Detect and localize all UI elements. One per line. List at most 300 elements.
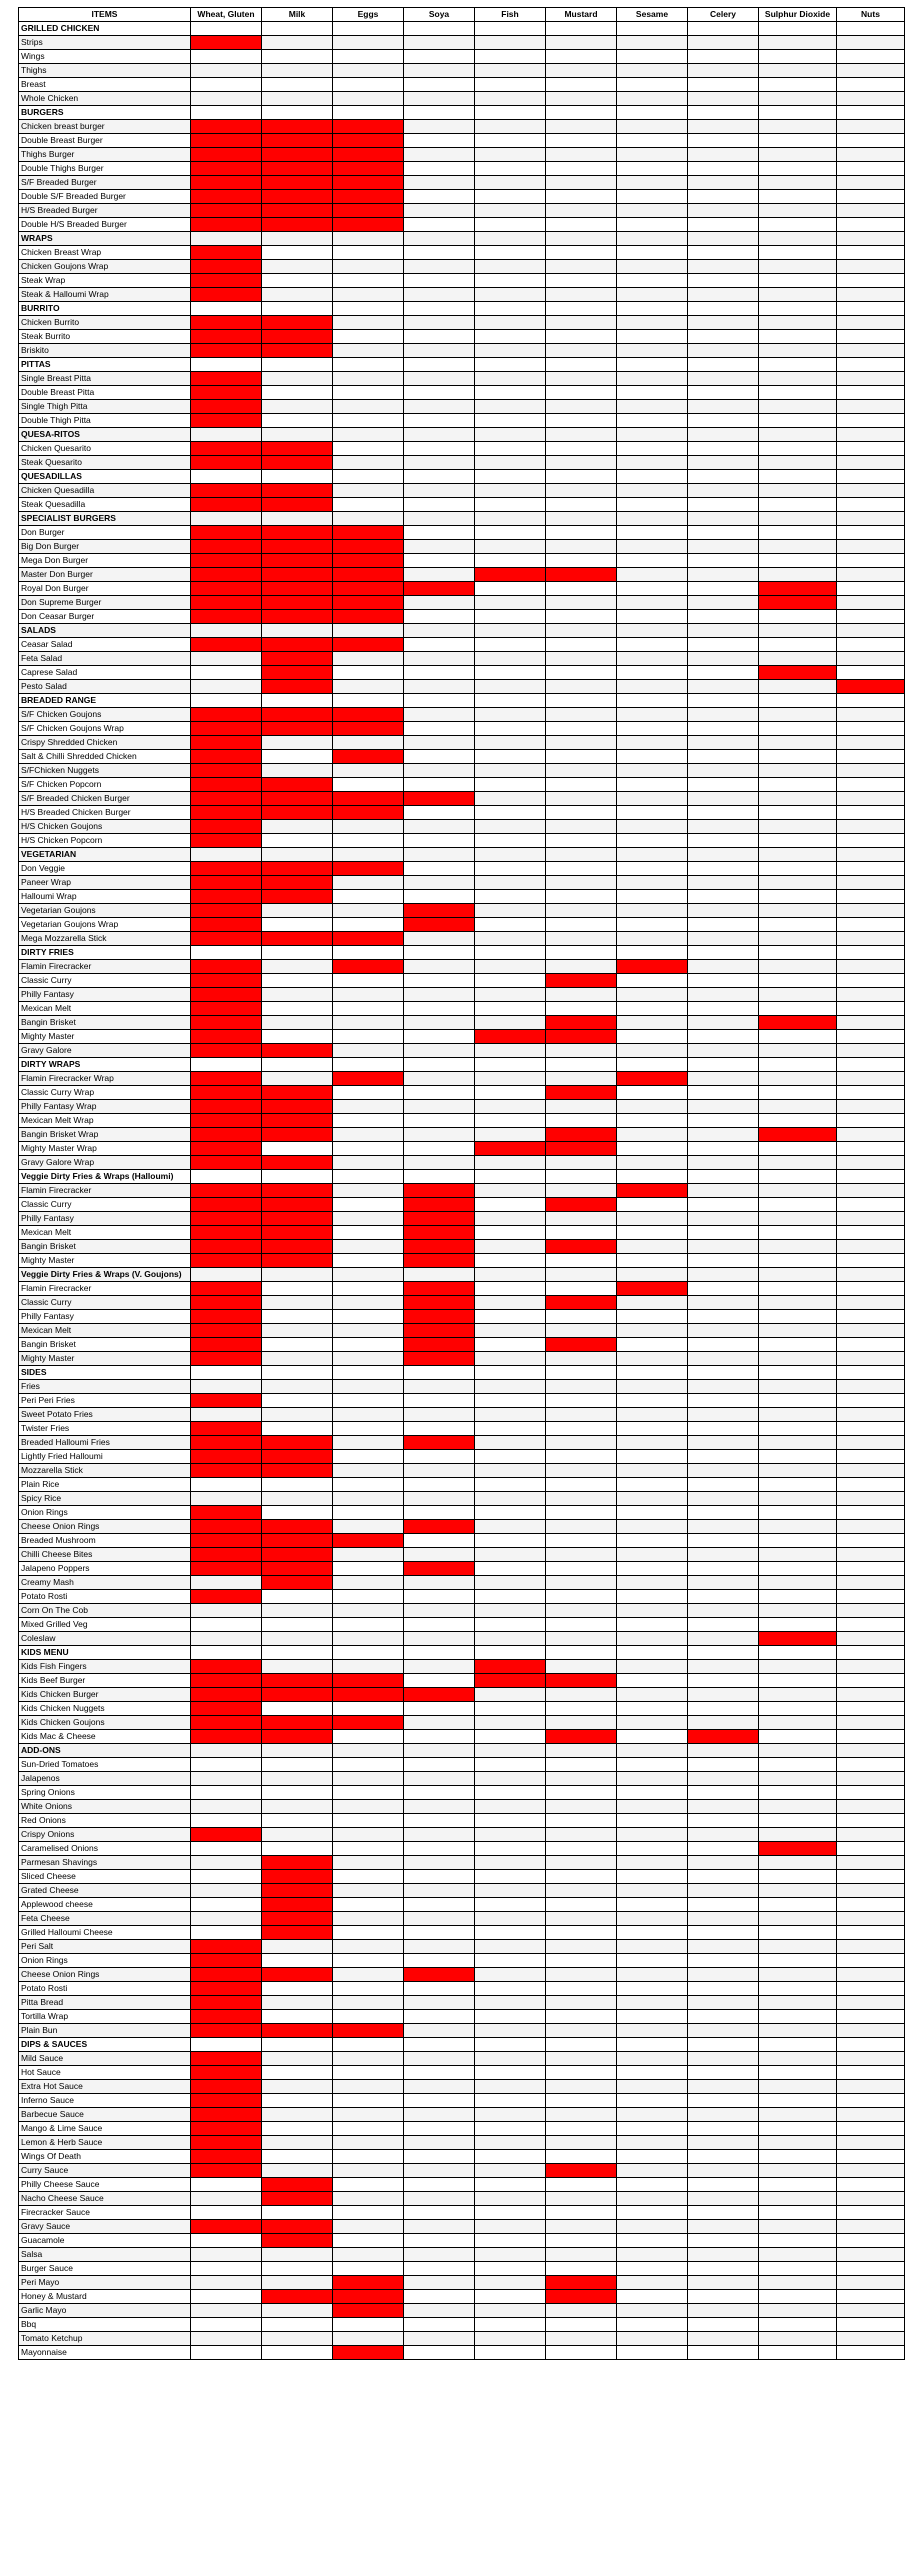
allergen-cell xyxy=(837,960,905,974)
allergen-cell xyxy=(333,428,404,442)
allergen-cell xyxy=(546,386,617,400)
allergen-present-cell xyxy=(262,526,333,540)
allergen-present-cell xyxy=(191,1394,262,1408)
allergen-cell xyxy=(475,2038,546,2052)
allergen-cell xyxy=(837,1758,905,1772)
allergen-cell xyxy=(688,2206,759,2220)
allergen-cell xyxy=(404,2108,475,2122)
allergen-present-cell xyxy=(191,134,262,148)
allergen-cell xyxy=(404,386,475,400)
item-name: S/F Breaded Burger xyxy=(19,176,191,190)
allergen-cell xyxy=(546,2108,617,2122)
allergen-cell xyxy=(404,2080,475,2094)
item-row xyxy=(19,1408,905,1422)
allergen-present-cell xyxy=(546,2290,617,2304)
allergen-cell xyxy=(837,148,905,162)
allergen-cell xyxy=(617,1940,688,1954)
item-name: Garlic Mayo xyxy=(19,2304,191,2318)
allergen-present-cell xyxy=(262,2234,333,2248)
allergen-cell xyxy=(546,344,617,358)
allergen-cell xyxy=(475,2304,546,2318)
item-row xyxy=(19,890,905,904)
allergen-cell xyxy=(333,1464,404,1478)
allergen-present-cell xyxy=(262,204,333,218)
allergen-cell xyxy=(546,1380,617,1394)
allergen-cell xyxy=(759,442,837,456)
allergen-present-cell xyxy=(333,120,404,134)
allergen-cell xyxy=(837,2150,905,2164)
allergen-cell xyxy=(262,1310,333,1324)
allergen-cell xyxy=(759,652,837,666)
item-row xyxy=(19,708,905,722)
allergen-cell xyxy=(617,624,688,638)
allergen-cell xyxy=(617,78,688,92)
allergen-cell xyxy=(546,1408,617,1422)
item-name: Grilled Halloumi Cheese xyxy=(19,1926,191,1940)
item-name: Caramelised Onions xyxy=(19,1842,191,1856)
item-name: Wings Of Death xyxy=(19,2150,191,2164)
allergen-cell xyxy=(546,2010,617,2024)
item-name: Mighty Master Wrap xyxy=(19,1142,191,1156)
allergen-cell xyxy=(617,1926,688,1940)
item-row xyxy=(19,820,905,834)
allergen-cell xyxy=(262,2332,333,2346)
allergen-cell xyxy=(404,862,475,876)
allergen-cell xyxy=(617,652,688,666)
allergen-cell xyxy=(404,1002,475,1016)
allergen-present-cell xyxy=(191,2122,262,2136)
allergen-cell xyxy=(837,2262,905,2276)
item-row xyxy=(19,932,905,946)
allergen-cell xyxy=(475,1982,546,1996)
allergen-cell xyxy=(688,1086,759,1100)
allergen-cell xyxy=(688,610,759,624)
allergen-cell xyxy=(404,2206,475,2220)
item-row xyxy=(19,1814,905,1828)
allergen-cell xyxy=(404,1394,475,1408)
allergen-cell xyxy=(404,624,475,638)
allergen-cell xyxy=(688,526,759,540)
allergen-cell xyxy=(617,1758,688,1772)
allergen-cell xyxy=(404,1408,475,1422)
allergen-cell xyxy=(837,246,905,260)
item-row xyxy=(19,2024,905,2038)
allergen-cell xyxy=(617,2192,688,2206)
allergen-cell xyxy=(333,302,404,316)
allergen-cell xyxy=(333,624,404,638)
allergen-cell xyxy=(688,806,759,820)
allergen-cell xyxy=(837,2332,905,2346)
allergen-cell xyxy=(262,2206,333,2220)
allergen-cell xyxy=(617,1884,688,1898)
allergen-cell xyxy=(759,1156,837,1170)
item-row xyxy=(19,554,905,568)
allergen-present-cell xyxy=(262,1184,333,1198)
item-name: H/S Breaded Burger xyxy=(19,204,191,218)
allergen-cell xyxy=(617,1996,688,2010)
allergen-cell xyxy=(546,1954,617,1968)
allergen-cell xyxy=(475,78,546,92)
allergen-cell xyxy=(837,1926,905,1940)
allergen-cell xyxy=(688,1352,759,1366)
allergen-cell xyxy=(262,2080,333,2094)
item-row xyxy=(19,1674,905,1688)
allergen-cell xyxy=(688,1422,759,1436)
allergen-cell xyxy=(837,316,905,330)
allergen-cell xyxy=(546,1800,617,1814)
item-row xyxy=(19,904,905,918)
item-name: Kids Beef Burger xyxy=(19,1674,191,1688)
allergen-cell xyxy=(688,1128,759,1142)
section-row xyxy=(19,512,905,526)
item-row xyxy=(19,2192,905,2206)
allergen-cell xyxy=(759,1576,837,1590)
allergen-cell xyxy=(191,2276,262,2290)
allergen-cell xyxy=(837,2192,905,2206)
allergen-cell xyxy=(837,918,905,932)
allergen-cell xyxy=(546,2318,617,2332)
allergen-cell xyxy=(262,288,333,302)
item-row xyxy=(19,736,905,750)
allergen-cell xyxy=(191,2332,262,2346)
allergen-cell xyxy=(837,750,905,764)
allergen-cell xyxy=(333,64,404,78)
allergen-rows xyxy=(19,22,905,2360)
allergen-cell xyxy=(404,1128,475,1142)
allergen-cell xyxy=(404,232,475,246)
allergen-cell xyxy=(837,540,905,554)
allergen-cell xyxy=(837,1030,905,1044)
item-name: Jalapenos xyxy=(19,1772,191,1786)
allergen-cell xyxy=(333,1422,404,1436)
allergen-cell xyxy=(837,1072,905,1086)
allergen-cell xyxy=(333,106,404,120)
allergen-cell xyxy=(262,736,333,750)
allergen-cell xyxy=(759,638,837,652)
allergen-present-cell xyxy=(404,1436,475,1450)
allergen-cell xyxy=(475,1282,546,1296)
allergen-cell xyxy=(191,2290,262,2304)
allergen-cell xyxy=(688,1324,759,1338)
allergen-cell xyxy=(837,1128,905,1142)
allergen-present-cell xyxy=(191,1198,262,1212)
allergen-cell xyxy=(333,2094,404,2108)
allergen-cell xyxy=(617,22,688,36)
item-row xyxy=(19,1898,905,1912)
allergen-cell xyxy=(546,806,617,820)
allergen-cell xyxy=(837,414,905,428)
allergen-cell xyxy=(617,1408,688,1422)
allergen-cell xyxy=(617,974,688,988)
allergen-cell xyxy=(546,204,617,218)
item-row xyxy=(19,1562,905,1576)
allergen-cell xyxy=(546,78,617,92)
allergen-cell xyxy=(262,2164,333,2178)
allergen-cell xyxy=(837,260,905,274)
allergen-cell xyxy=(333,1240,404,1254)
item-name: Mayonnaise xyxy=(19,2346,191,2360)
allergen-cell xyxy=(262,2262,333,2276)
item-row xyxy=(19,750,905,764)
allergen-cell xyxy=(404,2290,475,2304)
allergen-cell xyxy=(688,2108,759,2122)
allergen-cell xyxy=(404,1030,475,1044)
allergen-cell xyxy=(688,246,759,260)
allergen-cell xyxy=(475,1870,546,1884)
allergen-cell xyxy=(333,1562,404,1576)
allergen-present-cell xyxy=(475,1142,546,1156)
allergen-present-cell xyxy=(191,120,262,134)
allergen-cell xyxy=(191,2234,262,2248)
allergen-cell xyxy=(475,1016,546,1030)
item-row xyxy=(19,1520,905,1534)
allergen-cell xyxy=(404,890,475,904)
allergen-present-cell xyxy=(191,2220,262,2234)
allergen-present-cell xyxy=(191,498,262,512)
allergen-cell xyxy=(759,1506,837,1520)
allergen-cell xyxy=(837,2122,905,2136)
allergen-cell xyxy=(617,2024,688,2038)
allergen-present-cell xyxy=(262,1688,333,1702)
allergen-cell xyxy=(688,2262,759,2276)
allergen-cell xyxy=(759,274,837,288)
allergen-cell xyxy=(688,470,759,484)
item-name: White Onions xyxy=(19,1800,191,1814)
allergen-present-cell xyxy=(262,722,333,736)
allergen-cell xyxy=(546,1618,617,1632)
allergen-cell xyxy=(475,106,546,120)
allergen-cell xyxy=(617,2332,688,2346)
allergen-present-cell xyxy=(546,1030,617,1044)
allergen-cell xyxy=(475,2290,546,2304)
allergen-cell xyxy=(546,190,617,204)
allergen-cell xyxy=(262,2304,333,2318)
allergen-cell xyxy=(475,1198,546,1212)
allergen-present-cell xyxy=(191,2052,262,2066)
item-name: S/F Chicken Goujons Wrap xyxy=(19,722,191,736)
allergen-cell xyxy=(759,1646,837,1660)
allergen-cell xyxy=(546,2122,617,2136)
allergen-cell xyxy=(837,834,905,848)
item-name: Mighty Master xyxy=(19,1352,191,1366)
allergen-cell xyxy=(333,1632,404,1646)
allergen-cell xyxy=(837,1380,905,1394)
item-name: Chicken Quesadilla xyxy=(19,484,191,498)
allergen-cell xyxy=(688,904,759,918)
allergen-cell xyxy=(837,134,905,148)
allergen-cell xyxy=(404,946,475,960)
item-row xyxy=(19,36,905,50)
allergen-cell xyxy=(688,106,759,120)
allergen-cell xyxy=(404,1478,475,1492)
allergen-cell xyxy=(262,2066,333,2080)
allergen-cell xyxy=(759,2206,837,2220)
allergen-cell xyxy=(191,470,262,484)
allergen-cell xyxy=(475,2234,546,2248)
allergen-present-cell xyxy=(262,1114,333,1128)
allergen-cell xyxy=(837,162,905,176)
allergen-cell xyxy=(475,1352,546,1366)
allergen-cell xyxy=(837,1842,905,1856)
allergen-cell xyxy=(191,2178,262,2192)
allergen-cell xyxy=(759,1590,837,1604)
allergen-cell xyxy=(546,2248,617,2262)
allergen-cell xyxy=(546,36,617,50)
allergen-cell xyxy=(837,708,905,722)
allergen-cell xyxy=(191,92,262,106)
allergen-cell xyxy=(404,1506,475,1520)
allergen-cell xyxy=(546,218,617,232)
item-row xyxy=(19,2122,905,2136)
allergen-cell xyxy=(404,2150,475,2164)
allergen-cell xyxy=(759,1240,837,1254)
allergen-cell xyxy=(617,526,688,540)
allergen-cell xyxy=(837,2276,905,2290)
allergen-present-cell xyxy=(191,1338,262,1352)
allergen-cell xyxy=(837,1366,905,1380)
allergen-cell xyxy=(404,988,475,1002)
allergen-cell xyxy=(688,2248,759,2262)
item-row xyxy=(19,1380,905,1394)
item-name: Spicy Rice xyxy=(19,1492,191,1506)
item-name: Gravy Galore Wrap xyxy=(19,1156,191,1170)
allergen-cell xyxy=(546,2038,617,2052)
allergen-cell xyxy=(837,232,905,246)
item-name: Gravy Sauce xyxy=(19,2220,191,2234)
allergen-header: Milk xyxy=(262,8,333,22)
allergen-cell xyxy=(688,1800,759,1814)
allergen-cell xyxy=(404,540,475,554)
allergen-cell xyxy=(546,1632,617,1646)
allergen-cell xyxy=(404,2248,475,2262)
item-row xyxy=(19,260,905,274)
allergen-cell xyxy=(688,666,759,680)
allergen-cell xyxy=(191,1786,262,1800)
allergen-cell xyxy=(759,1072,837,1086)
allergen-cell xyxy=(333,456,404,470)
allergen-cell xyxy=(617,680,688,694)
item-row xyxy=(19,1464,905,1478)
item-name: Spring Onions xyxy=(19,1786,191,1800)
allergen-cell xyxy=(837,22,905,36)
allergen-cell xyxy=(759,2080,837,2094)
item-row xyxy=(19,988,905,1002)
item-name: Halloumi Wrap xyxy=(19,890,191,904)
allergen-cell xyxy=(617,484,688,498)
item-name: Double H/S Breaded Burger xyxy=(19,218,191,232)
allergen-cell xyxy=(688,2346,759,2360)
allergen-cell xyxy=(759,2332,837,2346)
item-row xyxy=(19,1716,905,1730)
allergen-cell xyxy=(262,78,333,92)
allergen-cell xyxy=(617,1660,688,1674)
allergen-cell xyxy=(688,1688,759,1702)
item-name: Philly Fantasy xyxy=(19,1212,191,1226)
allergen-cell xyxy=(688,1576,759,1590)
allergen-cell xyxy=(837,1142,905,1156)
allergen-present-cell xyxy=(546,1730,617,1744)
allergen-cell xyxy=(404,820,475,834)
allergen-cell xyxy=(688,2192,759,2206)
allergen-present-cell xyxy=(191,246,262,260)
allergen-cell xyxy=(475,204,546,218)
allergen-present-cell xyxy=(191,1674,262,1688)
item-name: Kids Chicken Goujons xyxy=(19,1716,191,1730)
section-title: PITTAS xyxy=(19,358,191,372)
allergen-cell xyxy=(617,134,688,148)
allergen-cell xyxy=(546,1856,617,1870)
allergen-cell xyxy=(688,50,759,64)
allergen-present-cell xyxy=(404,1240,475,1254)
item-row xyxy=(19,1184,905,1198)
allergen-cell xyxy=(262,848,333,862)
section-row xyxy=(19,946,905,960)
allergen-cell xyxy=(546,2262,617,2276)
allergen-cell xyxy=(759,1702,837,1716)
allergen-cell xyxy=(404,204,475,218)
item-row xyxy=(19,526,905,540)
allergen-cell xyxy=(759,1268,837,1282)
allergen-cell xyxy=(837,2248,905,2262)
allergen-present-cell xyxy=(262,1240,333,1254)
allergen-cell xyxy=(837,1464,905,1478)
allergen-cell xyxy=(546,778,617,792)
allergen-cell xyxy=(617,2276,688,2290)
allergen-cell xyxy=(837,1716,905,1730)
allergen-cell xyxy=(546,1002,617,1016)
allergen-cell xyxy=(688,1282,759,1296)
item-row xyxy=(19,456,905,470)
allergen-cell xyxy=(475,1534,546,1548)
allergen-present-cell xyxy=(333,554,404,568)
item-row xyxy=(19,2178,905,2192)
allergen-present-cell xyxy=(333,960,404,974)
item-row xyxy=(19,498,905,512)
allergen-cell xyxy=(617,904,688,918)
allergen-cell xyxy=(837,764,905,778)
item-name: Mega Don Burger xyxy=(19,554,191,568)
allergen-cell xyxy=(688,1996,759,2010)
allergen-cell xyxy=(404,2024,475,2038)
allergen-cell xyxy=(333,1128,404,1142)
item-row xyxy=(19,1702,905,1716)
allergen-present-cell xyxy=(333,176,404,190)
allergen-cell xyxy=(759,1226,837,1240)
item-name: Onion Rings xyxy=(19,1954,191,1968)
allergen-cell xyxy=(404,64,475,78)
allergen-cell xyxy=(837,2178,905,2192)
item-name: Classic Curry Wrap xyxy=(19,1086,191,1100)
allergen-cell xyxy=(546,50,617,64)
allergen-cell xyxy=(617,694,688,708)
allergen-cell xyxy=(546,22,617,36)
item-name: Don Burger xyxy=(19,526,191,540)
allergen-cell xyxy=(617,2262,688,2276)
allergen-cell xyxy=(262,1282,333,1296)
allergen-cell xyxy=(333,1758,404,1772)
allergen-cell xyxy=(688,1394,759,1408)
allergen-present-cell xyxy=(404,1352,475,1366)
allergen-cell xyxy=(404,274,475,288)
allergen-cell xyxy=(475,624,546,638)
allergen-present-cell xyxy=(262,1576,333,1590)
allergen-present-cell xyxy=(191,862,262,876)
allergen-cell xyxy=(617,2150,688,2164)
section-row xyxy=(19,2038,905,2052)
allergen-cell xyxy=(617,2122,688,2136)
allergen-cell xyxy=(546,1688,617,1702)
allergen-cell xyxy=(759,736,837,750)
